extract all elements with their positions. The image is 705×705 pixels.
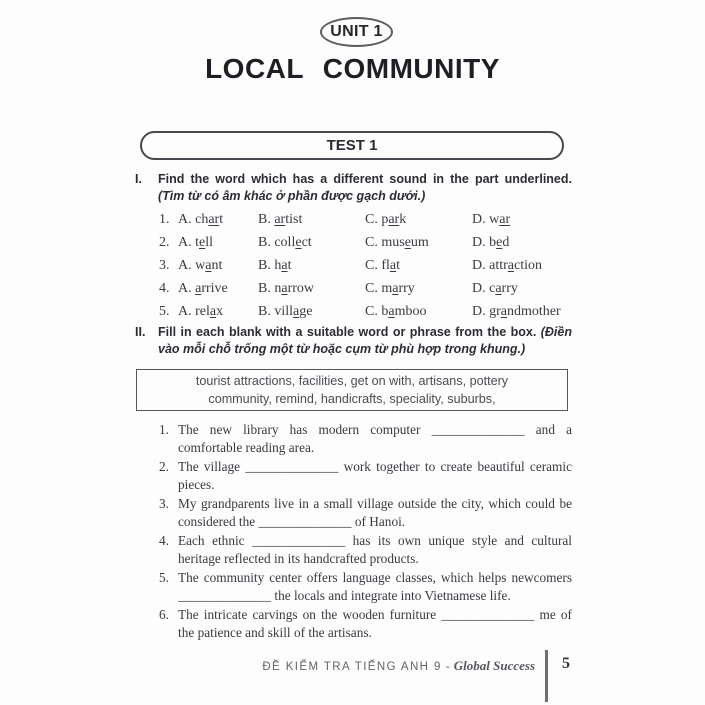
option-b: B. collect <box>258 235 312 250</box>
word-box-line: tourist attractions, facilities, get on with, artisans, pottery <box>195 374 509 388</box>
section-1-instruction-en: Find the word which has a different sound in the part underlined. <box>158 172 572 186</box>
page-footer <box>135 657 535 675</box>
fill-in-item <box>159 495 572 531</box>
question-row <box>159 212 571 235</box>
item-text: Each ethnic ______________ has its own unique style and cultural heritage reflected in its handcrafted products. <box>178 533 572 566</box>
option-c: C. bamboo <box>365 304 427 319</box>
section-1-numeral: I. <box>135 172 142 186</box>
phonetics-questions <box>159 212 571 327</box>
footer-series-name: Global Success <box>453 658 535 673</box>
section-1-heading <box>135 171 572 205</box>
question-row <box>159 258 571 281</box>
option-d: D. bed <box>472 235 510 250</box>
fill-in-item <box>159 606 572 642</box>
unit-badge <box>320 17 393 47</box>
option-c: C. park <box>365 212 407 227</box>
item-text: The intricate carvings on the wooden furniture ______________ me of the patience and skill of the artisans. <box>178 607 572 640</box>
question-number: 5. <box>159 304 170 319</box>
item-number: 5. <box>159 570 169 585</box>
page-title: LOCAL COMMUNITY <box>205 53 500 84</box>
footer-separator: - <box>445 659 450 673</box>
item-text: The community center offers language classes, which helps newcomers ______________ the locals and integrate into Vietnamese life. <box>178 570 572 603</box>
option-a: A. relax <box>178 304 224 319</box>
word-box-line: community, remind, handicrafts, speciality, suburbs, <box>208 392 496 406</box>
item-text: The new library has modern computer ______________ and a comfortable reading area. <box>178 422 572 455</box>
option-b: B. village <box>258 304 313 319</box>
option-a: A. arrive <box>178 281 228 296</box>
test-banner <box>140 131 564 160</box>
option-b: B. artist <box>258 212 303 227</box>
fill-in-item <box>159 421 572 457</box>
option-d: D. attraction <box>472 258 542 273</box>
item-number: 4. <box>159 533 169 548</box>
option-c: C. museum <box>365 235 429 250</box>
option-a: A. tell <box>178 235 213 250</box>
section-2-instruction-en: Fill in each blank with a suitable word or phrase from the box. <box>158 325 537 339</box>
section-2-numeral: II. <box>135 325 146 339</box>
question-number: 4. <box>159 281 170 296</box>
option-c: C. marry <box>365 281 415 296</box>
item-number: 6. <box>159 607 169 622</box>
question-number: 2. <box>159 235 170 250</box>
fill-in-item <box>159 569 572 605</box>
section-2-instruction-vi: (Điền vào mỗi chỗ trống một từ hoặc cụm từ phù hợp trong khung.) <box>158 325 572 356</box>
footer-book-title: ĐỀ KIỂM TRA TIẾNG ANH 9 <box>262 661 442 673</box>
section-1-instruction-vi: (Tìm từ có âm khác ở phần được gạch dưới.) <box>158 189 426 203</box>
option-c: C. flat <box>365 258 400 273</box>
footer-divider <box>545 650 548 702</box>
word-box <box>136 369 568 411</box>
option-d: D. carry <box>472 281 518 296</box>
question-row <box>159 235 571 258</box>
fill-in-item <box>159 458 572 494</box>
test-banner-label: TEST 1 <box>326 137 378 154</box>
question-number: 1. <box>159 212 170 227</box>
option-a: A. want <box>178 258 223 273</box>
item-number: 2. <box>159 459 169 474</box>
item-number: 1. <box>159 422 169 437</box>
item-number: 3. <box>159 496 169 511</box>
option-b: B. hat <box>258 258 292 273</box>
item-text: My grandparents live in a small village outside the city, which could be considered the ______________ of Hanoi. <box>178 496 572 529</box>
section-2-heading <box>135 324 572 358</box>
question-number: 3. <box>159 258 170 273</box>
unit-badge-label: UNIT 1 <box>330 23 383 40</box>
fill-in-items <box>159 421 572 643</box>
fill-in-item <box>159 532 572 568</box>
option-d: D. war <box>472 212 511 227</box>
option-b: B. narrow <box>258 281 314 296</box>
option-d: D. grandmother <box>472 304 561 319</box>
item-text: The village ______________ work together to create beautiful ceramic pieces. <box>178 459 572 492</box>
option-a: A. chart <box>178 212 224 227</box>
page-number: 5 <box>562 655 570 672</box>
question-row <box>159 281 571 304</box>
